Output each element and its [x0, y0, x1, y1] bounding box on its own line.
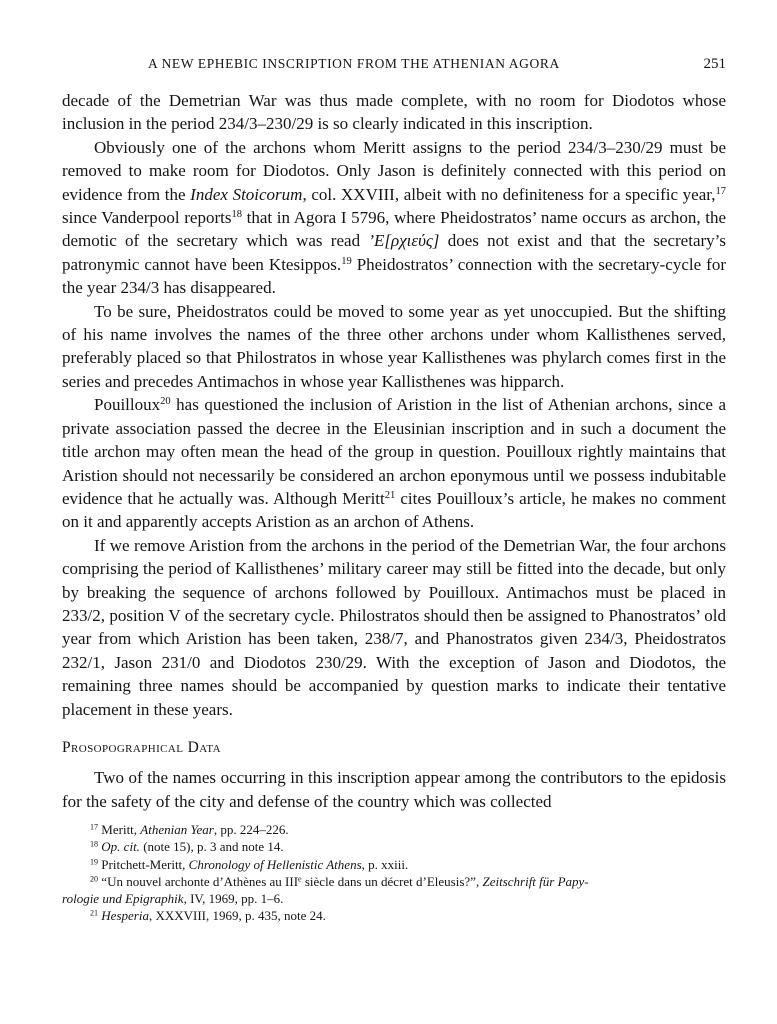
running-header [62, 56, 726, 78]
paragraph-4: Pouilloux$^{20}$ has questioned the inclusion of Aristion in the list of Athenian archons, since a private association passed the decree in the Eleusinian inscription and in such a document the title archon may often mean the head of the group in question. Pouilloux rightly maintains that Aristion should not necessarily be considered an archon eponymous until we possess indubitable evidence that he actually was. Although Meritt$^{21}$ cites Pouilloux’s article, he makes no comment on it and apparently accepts Aristion as an archon of Athens. [62, 395, 726, 532]
paragraph-1: decade of the Demetrian War was thus made complete, with no room for Diodotos whose inclusion in the period 234/3–230/29 is so clearly indicated in this inscription. [62, 91, 726, 134]
source-title: Index Stoicorum [190, 184, 303, 204]
footnote-ref-20: 20 [160, 396, 171, 408]
paragraph-6: Two of the names occurring in this inscription appear among the contributors to the epidosis for the safety of the city and defense of the country which was collected [62, 768, 726, 811]
section-heading: Prosopographical Data [62, 738, 221, 756]
running-title: A NEW EPHEBIC INSCRIPTION FROM THE ATHENIAN AGORA [148, 56, 560, 71]
footnote-ref-17: 17 [715, 185, 727, 197]
footnote-21: $^{21}$ Hesperia, XXXVIII, 1969, p. 435, note 24. [90, 908, 326, 924]
footnote-ref-21: 21 [384, 490, 396, 502]
paragraph-3: To be sure, Pheidostratos could be moved to some year as yet unoccupied. But the shifting of his name involves the names of the three other archons under whom Kallisthenes served, preferably placed so that Philostratos in whose year Kallisthenes was phylarch comes first in the series and precedes Antimachos in whose year Kallisthenes was hipparch. [62, 301, 726, 391]
footnote-20: $^{20}$ “Un nouvel archonte d’Athènes au IIIe siècle dans un décret d’Eleusis?”, Zeitschrift für Papy- rologie und Epigraphik, IV, 1969, pp. 1–6. [62, 873, 589, 906]
footnote-ref-19: 19 [341, 256, 352, 268]
paragraph-2: Obviously one of the archons whom Meritt assigns to the period 234/3–230/29 must be removed to make room for Diodotos. Only Jason is definitely connected with this period on evidence from the Index Stoicorum, col. XXVIII, albeit with no definiteness for a specific year,$^{17}$ since Vanderpool reports$^{18}$ that in Agora I 5796, where Pheidostratos’ name occurs as archon, the demotic of the secretary which was read ’Ε[ρχιεύς] does not exist and that the secretary’s patronymic cannot have been Ktesippos.$^{19}$ Pheidostratos’ connection with the secretary-cycle for the year 234/3 has disappeared. [62, 137, 727, 298]
footnote-ref-18: 18 [231, 209, 243, 221]
main-text [62, 89, 726, 813]
page-number: 251 [703, 56, 726, 72]
greek-demotic: ’Ε[ρχιεύς] [368, 231, 440, 251]
footnote-17: $^{17}$ Meritt, Athenian Year, pp. 224–226. [90, 822, 289, 838]
footnotes [62, 821, 726, 924]
paragraph-5: If we remove Aristion from the archons in the period of the Demetrian War, the four archons comprising the period of Kallisthenes’ military career may still be fitted into the decade, but only by breaking the sequence of archons followed by Pouilloux. Antimachos must be placed in 233/2, position V of the secretary cycle. Philostratos should then be assigned to Phanostratos’ old year from which Aristion has been taken, 238/7, and Phanostratos given 234/3, Pheidostratos 232/1, Jason 231/0 and Diodotos 230/29. With the exception of Jason and Diodotos, the remaining three names should be accompanied by question marks to indicate their tentative placement in these years. [62, 535, 726, 719]
footnote-18: $^{18}$ Op. cit. (note 15), p. 3 and note 14. [90, 839, 284, 855]
page [62, 56, 726, 924]
footnote-19: $^{19}$ Pritchett-Meritt, Chronology of Hellenistic Athens, p. xxiii. [90, 856, 409, 872]
